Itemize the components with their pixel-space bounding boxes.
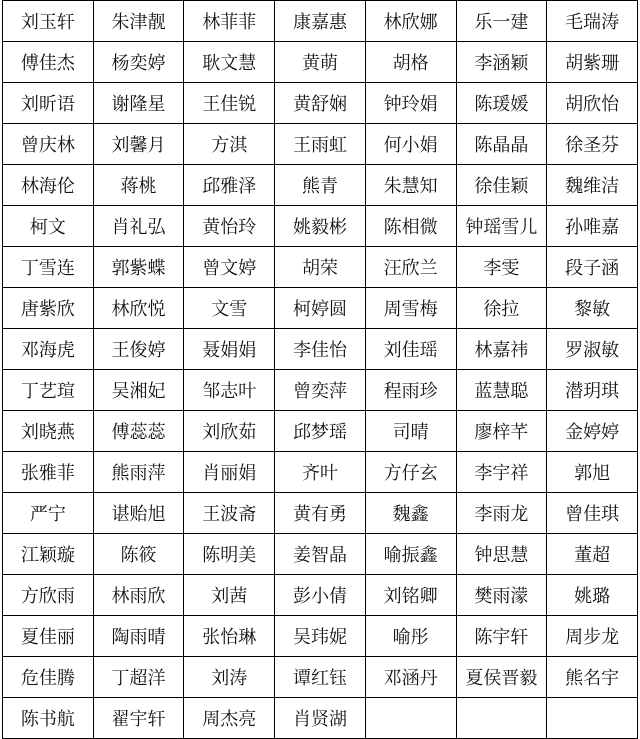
name-cell: 邓海虎 (3, 329, 94, 370)
name-cell: 胡紫珊 (547, 42, 638, 83)
name-cell: 周杰亮 (184, 698, 275, 739)
name-cell: 傅蕊蕊 (93, 411, 184, 452)
name-cell: 张怡琳 (184, 616, 275, 657)
name-cell: 钟瑶雪儿 (456, 206, 547, 247)
name-cell: 樊雨濛 (456, 575, 547, 616)
name-cell: 廖梓芊 (456, 411, 547, 452)
table-row (3, 698, 638, 739)
name-cell: 吴玮妮 (275, 616, 366, 657)
name-cell: 林雨欣 (93, 575, 184, 616)
table-row (3, 1, 638, 42)
name-cell: 方淇 (184, 124, 275, 165)
name-cell: 曾文婷 (184, 247, 275, 288)
name-cell: 朱津靓 (93, 1, 184, 42)
name-cell: 蒋桃 (93, 165, 184, 206)
table-row (3, 247, 638, 288)
name-cell: 徐佳颖 (456, 165, 547, 206)
name-cell: 喻振鑫 (365, 534, 456, 575)
name-cell: 肖礼弘 (93, 206, 184, 247)
name-cell: 徐圣芬 (547, 124, 638, 165)
name-cell: 何小娟 (365, 124, 456, 165)
name-cell: 王雨虹 (275, 124, 366, 165)
name-cell: 陈宇轩 (456, 616, 547, 657)
name-cell: 熊名宇 (547, 657, 638, 698)
name-cell: 聂娟娟 (184, 329, 275, 370)
name-cell: 方仔玄 (365, 452, 456, 493)
name-cell: 吴湘妃 (93, 370, 184, 411)
name-cell: 耿文慧 (184, 42, 275, 83)
table-row (3, 452, 638, 493)
name-cell: 司晴 (365, 411, 456, 452)
name-cell: 陈明美 (184, 534, 275, 575)
name-cell: 夏佳丽 (3, 616, 94, 657)
name-cell: 刘晓燕 (3, 411, 94, 452)
name-cell (547, 698, 638, 739)
table-row (3, 288, 638, 329)
name-cell: 王俊婷 (93, 329, 184, 370)
table-row (3, 165, 638, 206)
table-row (3, 616, 638, 657)
name-cell: 柯文 (3, 206, 94, 247)
name-cell: 李涵颖 (456, 42, 547, 83)
name-cell: 李雨龙 (456, 493, 547, 534)
table-row (3, 42, 638, 83)
name-cell: 刘铭卿 (365, 575, 456, 616)
name-cell: 方欣雨 (3, 575, 94, 616)
name-cell: 金婷婷 (547, 411, 638, 452)
name-cell: 危佳腾 (3, 657, 94, 698)
name-cell: 邱雅泽 (184, 165, 275, 206)
name-cell: 林欣悦 (93, 288, 184, 329)
name-cell: 陈瑗媛 (456, 83, 547, 124)
name-cell: 朱慧知 (365, 165, 456, 206)
name-cell: 熊青 (275, 165, 366, 206)
name-cell: 傅佳杰 (3, 42, 94, 83)
name-cell: 文雪 (184, 288, 275, 329)
name-cell: 钟思慧 (456, 534, 547, 575)
name-cell (456, 698, 547, 739)
name-cell: 胡荣 (275, 247, 366, 288)
table-row (3, 329, 638, 370)
name-cell: 黄舒娴 (275, 83, 366, 124)
name-cell: 胡格 (365, 42, 456, 83)
name-cell: 丁超洋 (93, 657, 184, 698)
name-cell: 魏鑫 (365, 493, 456, 534)
name-cell: 王佳锐 (184, 83, 275, 124)
name-cell: 罗淑敏 (547, 329, 638, 370)
name-cell: 邱梦瑶 (275, 411, 366, 452)
name-cell: 陈相微 (365, 206, 456, 247)
name-cell: 邓涵丹 (365, 657, 456, 698)
name-cell: 丁雪连 (3, 247, 94, 288)
name-cell: 康嘉惠 (275, 1, 366, 42)
name-cell: 邹志叶 (184, 370, 275, 411)
table-row (3, 370, 638, 411)
name-cell: 孙唯嘉 (547, 206, 638, 247)
name-cell: 蓝慧聪 (456, 370, 547, 411)
name-cell: 周步龙 (547, 616, 638, 657)
name-cell: 刘涛 (184, 657, 275, 698)
name-cell: 徐拉 (456, 288, 547, 329)
name-cell: 郭紫蝶 (93, 247, 184, 288)
name-cell: 齐叶 (275, 452, 366, 493)
name-cell: 钟玲娟 (365, 83, 456, 124)
name-cell: 刘佳瑶 (365, 329, 456, 370)
table-row (3, 575, 638, 616)
name-cell: 黎敏 (547, 288, 638, 329)
name-cell: 姚璐 (547, 575, 638, 616)
name-cell: 李佳怡 (275, 329, 366, 370)
name-cell: 董超 (547, 534, 638, 575)
name-cell: 陈书航 (3, 698, 94, 739)
name-cell: 江颖璇 (3, 534, 94, 575)
name-cell: 柯婷圆 (275, 288, 366, 329)
name-cell: 胡欣怡 (547, 83, 638, 124)
name-cell: 乐一建 (456, 1, 547, 42)
name-cell: 翟宇轩 (93, 698, 184, 739)
table-row (3, 83, 638, 124)
name-cell: 林嘉祎 (456, 329, 547, 370)
name-cell: 喻彤 (365, 616, 456, 657)
name-cell: 曾佳琪 (547, 493, 638, 534)
name-cell: 黄萌 (275, 42, 366, 83)
name-cell: 潜玥琪 (547, 370, 638, 411)
table-row (3, 657, 638, 698)
name-cell: 段子涵 (547, 247, 638, 288)
name-cell: 周雪梅 (365, 288, 456, 329)
name-cell: 张雅菲 (3, 452, 94, 493)
name-cell: 林海伦 (3, 165, 94, 206)
name-cell: 刘馨月 (93, 124, 184, 165)
name-cell: 郭旭 (547, 452, 638, 493)
name-table-body (3, 1, 638, 739)
name-cell: 李雯 (456, 247, 547, 288)
name-cell: 曾庆林 (3, 124, 94, 165)
name-cell: 彭小倩 (275, 575, 366, 616)
name-cell: 毛瑞涛 (547, 1, 638, 42)
name-cell: 李宇祥 (456, 452, 547, 493)
name-cell: 杨奕婷 (93, 42, 184, 83)
name-table (2, 0, 638, 739)
name-cell: 肖贤湖 (275, 698, 366, 739)
name-cell: 刘茜 (184, 575, 275, 616)
name-cell: 谌贻旭 (93, 493, 184, 534)
name-cell: 陈晶晶 (456, 124, 547, 165)
name-cell: 熊雨萍 (93, 452, 184, 493)
table-row (3, 534, 638, 575)
name-cell: 谭红钰 (275, 657, 366, 698)
name-cell: 姜智晶 (275, 534, 366, 575)
name-cell: 黄怡玲 (184, 206, 275, 247)
name-cell: 唐紫欣 (3, 288, 94, 329)
name-cell: 夏侯晋毅 (456, 657, 547, 698)
name-cell: 魏维洁 (547, 165, 638, 206)
name-cell: 黄有勇 (275, 493, 366, 534)
name-cell: 刘昕语 (3, 83, 94, 124)
name-cell: 丁艺瑄 (3, 370, 94, 411)
table-row (3, 493, 638, 534)
table-row (3, 411, 638, 452)
name-cell: 程雨珍 (365, 370, 456, 411)
name-cell: 肖丽娟 (184, 452, 275, 493)
name-cell: 姚毅彬 (275, 206, 366, 247)
name-cell: 曾奕萍 (275, 370, 366, 411)
name-cell: 谢隆星 (93, 83, 184, 124)
name-cell: 汪欣兰 (365, 247, 456, 288)
name-cell: 林菲菲 (184, 1, 275, 42)
name-cell (365, 698, 456, 739)
name-cell: 陈筱 (93, 534, 184, 575)
table-row (3, 124, 638, 165)
name-cell: 严宁 (3, 493, 94, 534)
table-row (3, 206, 638, 247)
name-cell: 王波斋 (184, 493, 275, 534)
name-cell: 林欣娜 (365, 1, 456, 42)
name-cell: 刘欣茹 (184, 411, 275, 452)
name-cell: 陶雨晴 (93, 616, 184, 657)
name-cell: 刘玉轩 (3, 1, 94, 42)
